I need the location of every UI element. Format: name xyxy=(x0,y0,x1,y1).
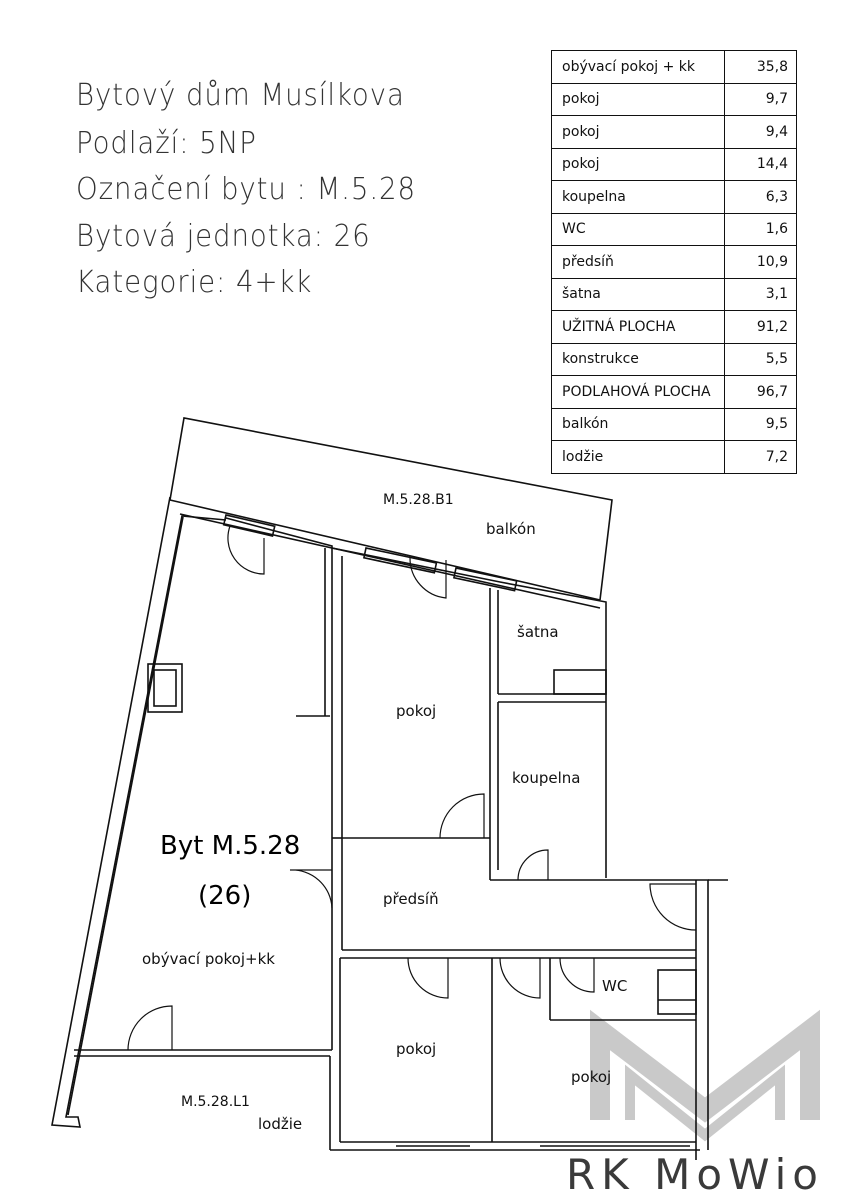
area-label: lodžie xyxy=(552,441,725,474)
balcony-code: M.5.28.B1 xyxy=(383,492,454,508)
area-label: pokoj xyxy=(552,83,725,116)
door-swing xyxy=(290,870,332,908)
balcony-label: balkón xyxy=(486,520,536,538)
door-swing xyxy=(440,794,484,838)
area-value: 14,4 xyxy=(725,148,797,181)
closet-shelf xyxy=(554,670,606,694)
area-value: 9,4 xyxy=(725,116,797,149)
room-north-walls xyxy=(332,548,606,878)
header-building: Bytový dům Musílkova xyxy=(76,78,405,113)
area-value: 3,1 xyxy=(725,278,797,311)
area-value: 9,7 xyxy=(725,83,797,116)
area-value: 7,2 xyxy=(725,441,797,474)
unit-number: (26) xyxy=(198,881,252,911)
area-label: koupelna xyxy=(552,181,725,214)
header-unit: Bytová jednotka: 26 xyxy=(76,219,371,254)
door-swing xyxy=(408,958,448,998)
wc-label: WC xyxy=(602,977,628,995)
door-swing xyxy=(128,1006,172,1050)
door-swing xyxy=(500,958,540,998)
door-swing xyxy=(650,884,696,930)
area-label: předsíň xyxy=(552,246,725,279)
living-kitchen-wall xyxy=(226,518,332,1050)
area-value: 5,5 xyxy=(725,343,797,376)
watermark-logo xyxy=(600,1030,810,1135)
header-floor: Podlaží: 5NP xyxy=(76,126,257,161)
outer-wall-left-inner xyxy=(68,517,183,1115)
living-label: obývací pokoj+kk xyxy=(142,950,275,968)
wardrobe-label: šatna xyxy=(517,623,559,641)
watermark-text: RK MoWio xyxy=(566,1150,824,1199)
balcony-outline xyxy=(170,418,612,600)
area-label: pokoj xyxy=(552,148,725,181)
area-label: UŽITNÁ PLOCHA xyxy=(552,311,725,344)
wc-fixture xyxy=(658,970,696,1014)
pillar-inner xyxy=(154,670,176,706)
loggia-label: lodžie xyxy=(258,1115,303,1133)
area-value: 9,5 xyxy=(725,408,797,441)
balcony-inner-edge xyxy=(170,500,600,600)
area-value: 91,2 xyxy=(725,311,797,344)
area-label: WC xyxy=(552,213,725,246)
area-label: balkón xyxy=(552,408,725,441)
hall-label: předsíň xyxy=(383,890,439,908)
area-value: 1,6 xyxy=(725,213,797,246)
room-south-label: pokoj xyxy=(396,1040,437,1058)
door-swing xyxy=(410,558,446,598)
area-label: konstrukce xyxy=(552,343,725,376)
area-label: PODLAHOVÁ PLOCHA xyxy=(552,376,725,409)
area-label: šatna xyxy=(552,278,725,311)
room-southeast-label: pokoj xyxy=(571,1068,612,1086)
room-north-label: pokoj xyxy=(396,702,437,720)
unit-title: Byt M.5.28 xyxy=(160,831,301,861)
header-designation: Označení bytu : M.5.28 xyxy=(76,172,417,207)
loggia-code: M.5.28.L1 xyxy=(181,1094,250,1110)
area-value: 6,3 xyxy=(725,181,797,214)
header-category: Kategorie: 4+kk xyxy=(76,265,313,300)
area-label: obývací pokoj + kk xyxy=(552,51,725,84)
window-line xyxy=(180,514,600,608)
door-swing xyxy=(518,850,548,880)
bathroom-label: koupelna xyxy=(512,769,581,787)
area-value: 10,9 xyxy=(725,246,797,279)
door-swing xyxy=(560,958,594,992)
area-value: 96,7 xyxy=(725,376,797,409)
area-label: pokoj xyxy=(552,116,725,149)
outer-wall-left xyxy=(52,497,226,1127)
area-value: 35,8 xyxy=(725,51,797,84)
door-swings xyxy=(128,526,696,1050)
